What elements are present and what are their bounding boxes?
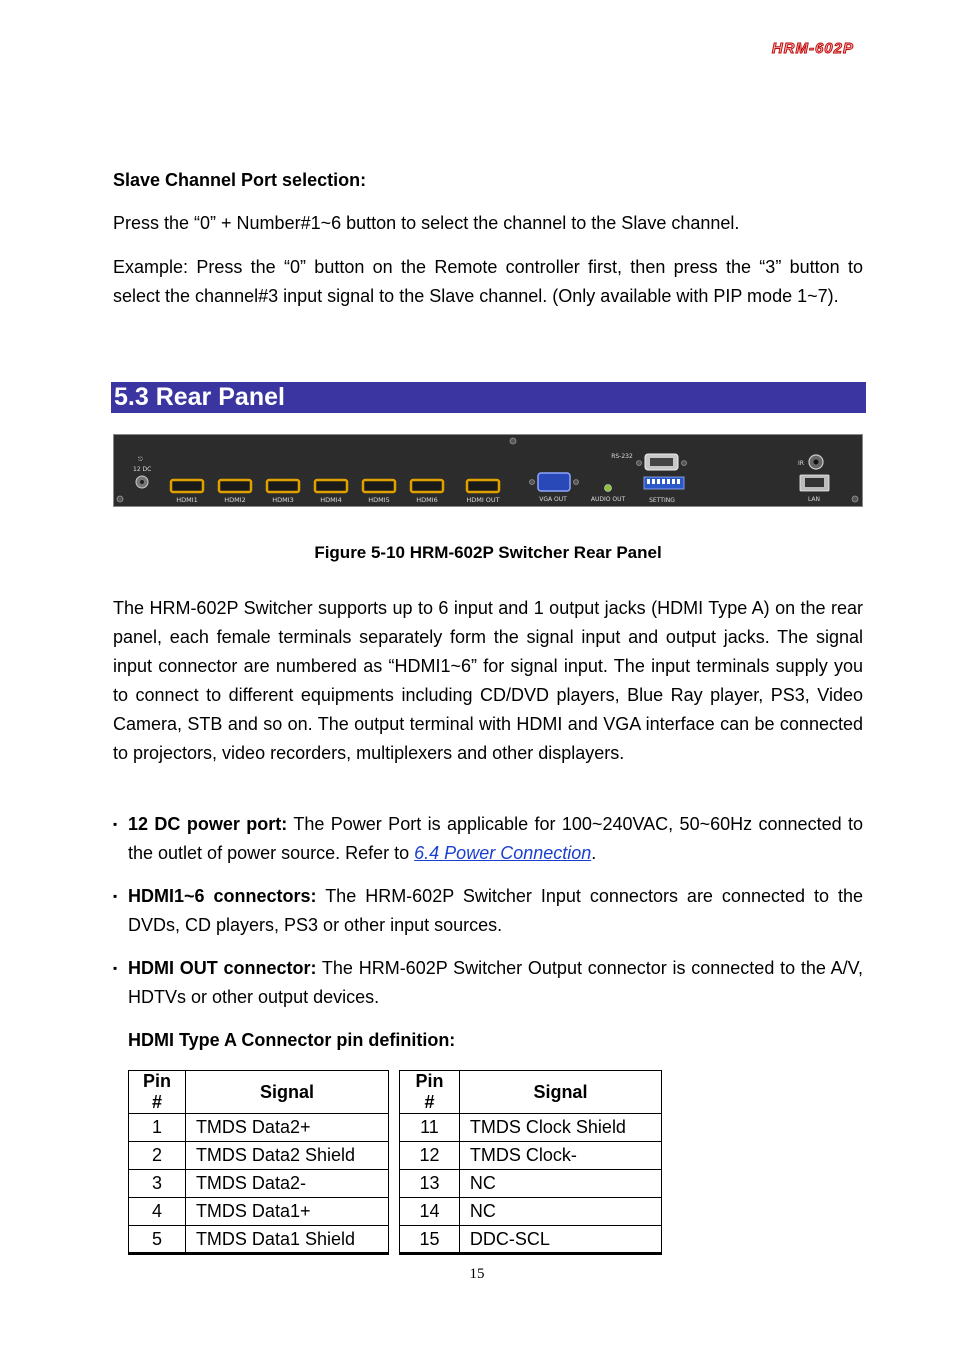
pin-number: 11: [400, 1114, 460, 1142]
pin-number: 1: [129, 1114, 186, 1142]
hdmi-port-label: HDMI6: [416, 496, 438, 504]
hdmi-port-1: [171, 480, 203, 504]
table-row: [129, 1170, 389, 1198]
table-header-row: [400, 1071, 662, 1114]
column-header: Signal: [185, 1071, 388, 1114]
bullet-dc-power: [113, 810, 863, 868]
table-row: [400, 1198, 662, 1226]
pin-number: 2: [129, 1142, 186, 1170]
bullet-label: 12 DC power port:: [128, 814, 288, 834]
audio-port-label: AUDIO OUT: [590, 496, 626, 503]
section-title: 5.3 Rear Panel: [111, 382, 866, 413]
hdmi-out-port: [466, 480, 499, 504]
table-row: [400, 1142, 662, 1170]
vga-port-icon: [538, 473, 570, 491]
pin-number: 5: [129, 1226, 186, 1254]
lan-port: [800, 475, 829, 503]
column-header: Signal: [459, 1071, 661, 1114]
bullet-square-icon: ▪: [113, 961, 118, 975]
column-header: Pin #: [400, 1071, 460, 1114]
table-row: [129, 1114, 389, 1142]
pin-table-left: [128, 1070, 389, 1255]
hdmi-port-icon: [171, 480, 203, 492]
hdmi-port-4: [315, 480, 347, 504]
rs232-label: RS-232: [611, 453, 633, 460]
ir-label: IR: [798, 460, 804, 467]
slave-paragraph-1: Press the “0” + Number#1~6 button to select the channel to the Slave channel.: [113, 213, 740, 233]
pin-number: 13: [400, 1170, 460, 1198]
lan-label: LAN: [807, 496, 821, 503]
column-header: Pin #: [129, 1071, 186, 1114]
table-row: [129, 1198, 389, 1226]
power-port-label: 12 DC: [133, 466, 152, 473]
screw-icon: [117, 496, 123, 502]
pin-number: 12: [400, 1142, 460, 1170]
pin-number: 4: [129, 1198, 186, 1226]
hdmi-port-icon: [411, 480, 443, 492]
table-row: [400, 1114, 662, 1142]
table-row: [400, 1170, 662, 1198]
bullet-text: The HRM-602P Switcher Output connector is connected to the A/V, HDTVs or other output devices.: [128, 958, 863, 1007]
rear-panel-drawing: [114, 435, 862, 506]
hdmi-port-label: HDMI1: [176, 496, 198, 504]
bullet-text-end: .: [591, 843, 597, 863]
bullet-hdmi-inputs: [113, 882, 863, 940]
hdmi-port-2: [219, 480, 251, 504]
vga-out-port: [530, 473, 579, 503]
table-row: [129, 1142, 389, 1170]
setting-label: SETTING: [649, 497, 675, 504]
hdmi-port-label: HDMI3: [272, 496, 294, 504]
page-number: 15: [469, 1266, 485, 1282]
pin-signal: TMDS Data2 Shield: [185, 1142, 388, 1170]
table-row: [129, 1226, 389, 1254]
bullet-square-icon: ▪: [113, 817, 118, 831]
pin-number: 15: [400, 1226, 460, 1254]
pin-signal: TMDS Data2-: [185, 1170, 388, 1198]
hdmi-port-6: [411, 480, 443, 504]
pin-table-right: [399, 1070, 662, 1255]
intro-paragraph: The HRM-602P Switcher supports up to 6 input and 1 output jacks (HDMI Type A) on the rear panel, each female terminals separately form the signal input and output jacks. The signal input connector are numbered as “HDMI1~6” for signal input. The input terminals supply you to connect to different equipments including CD/DVD players, Blue Ray player, PS3, Video Camera, STB and so on. The output terminal with HDMI and VGA interface can be connected to projectors, video recorders, multiplexers and other displayers.: [113, 598, 863, 763]
pin-signal: TMDS Clock Shield: [459, 1114, 661, 1142]
rs232-port: [611, 453, 686, 470]
hdmi-port-5: [363, 480, 395, 504]
bullet-label: HDMI1~6 connectors:: [128, 886, 317, 906]
hdmi-port-3: [267, 480, 299, 504]
hdmi-port-icon: [315, 480, 347, 492]
svg-text:⎋: ⎋: [138, 456, 143, 463]
power-connection-link[interactable]: 6.4 Power Connection: [414, 843, 592, 863]
hdmi-port-label: HDMI OUT: [466, 496, 500, 504]
hdmi-port-label: HDMI4: [320, 496, 342, 504]
pin-number: 14: [400, 1198, 460, 1226]
pin-signal: NC: [459, 1198, 661, 1226]
hdmi-port-icon: [219, 480, 251, 492]
pin-number: 3: [129, 1170, 186, 1198]
slave-heading: Slave Channel Port selection:: [113, 170, 367, 190]
pin-signal: TMDS Data1+: [185, 1198, 388, 1226]
hdmi-port-icon: [467, 480, 499, 492]
hdmi-port-icon: [363, 480, 395, 492]
table-row: [400, 1226, 662, 1254]
audio-out-port: [591, 485, 626, 504]
hdmi-port-label: HDMI2: [224, 496, 246, 504]
pin-signal: TMDS Data2+: [185, 1114, 388, 1142]
bullet-text: The Power Port is applicable for 100~240VAC, 50~60Hz connected to the outlet of power source. Refer to: [128, 814, 864, 863]
bullet-label: HDMI OUT connector:: [128, 958, 317, 978]
ir-port: [798, 455, 823, 469]
figure-caption: Figure 5-10 HRM-602P Switcher Rear Panel: [314, 543, 662, 562]
hdmi-port-icon: [267, 480, 299, 492]
table-header-row: [129, 1071, 389, 1114]
pin-signal: TMDS Data1 Shield: [185, 1226, 388, 1254]
screw-icon: [852, 496, 858, 502]
pin-signal: NC: [459, 1170, 661, 1198]
screw-icon: [510, 438, 516, 444]
slave-paragraph-2: Example: Press the “0” button on the Remote controller first, then press the “3” button to select the channel#3 input signal to the Slave channel. (Only available with PIP mode 1~7).: [113, 257, 863, 306]
bullet-text: The HRM-602P Switcher Input connectors are connected to the DVDs, CD players, PS3 or other input sources.: [128, 886, 863, 935]
pin-signal: DDC-SCL: [459, 1226, 661, 1254]
audio-jack-icon: [605, 485, 612, 492]
bullet-hdmi-output: [113, 954, 863, 1012]
bullet-square-icon: ▪: [113, 889, 118, 903]
hdmi-port-label: HDMI5: [368, 496, 390, 504]
vga-port-label: VGA OUT: [539, 496, 567, 503]
pin-table-title: HDMI Type A Connector pin definition:: [128, 1030, 456, 1050]
header-model-name: HRM-602P: [771, 40, 854, 57]
pin-signal: TMDS Clock-: [459, 1142, 661, 1170]
setting-dip-switch: [644, 477, 684, 504]
rear-panel-figure: [113, 434, 863, 507]
